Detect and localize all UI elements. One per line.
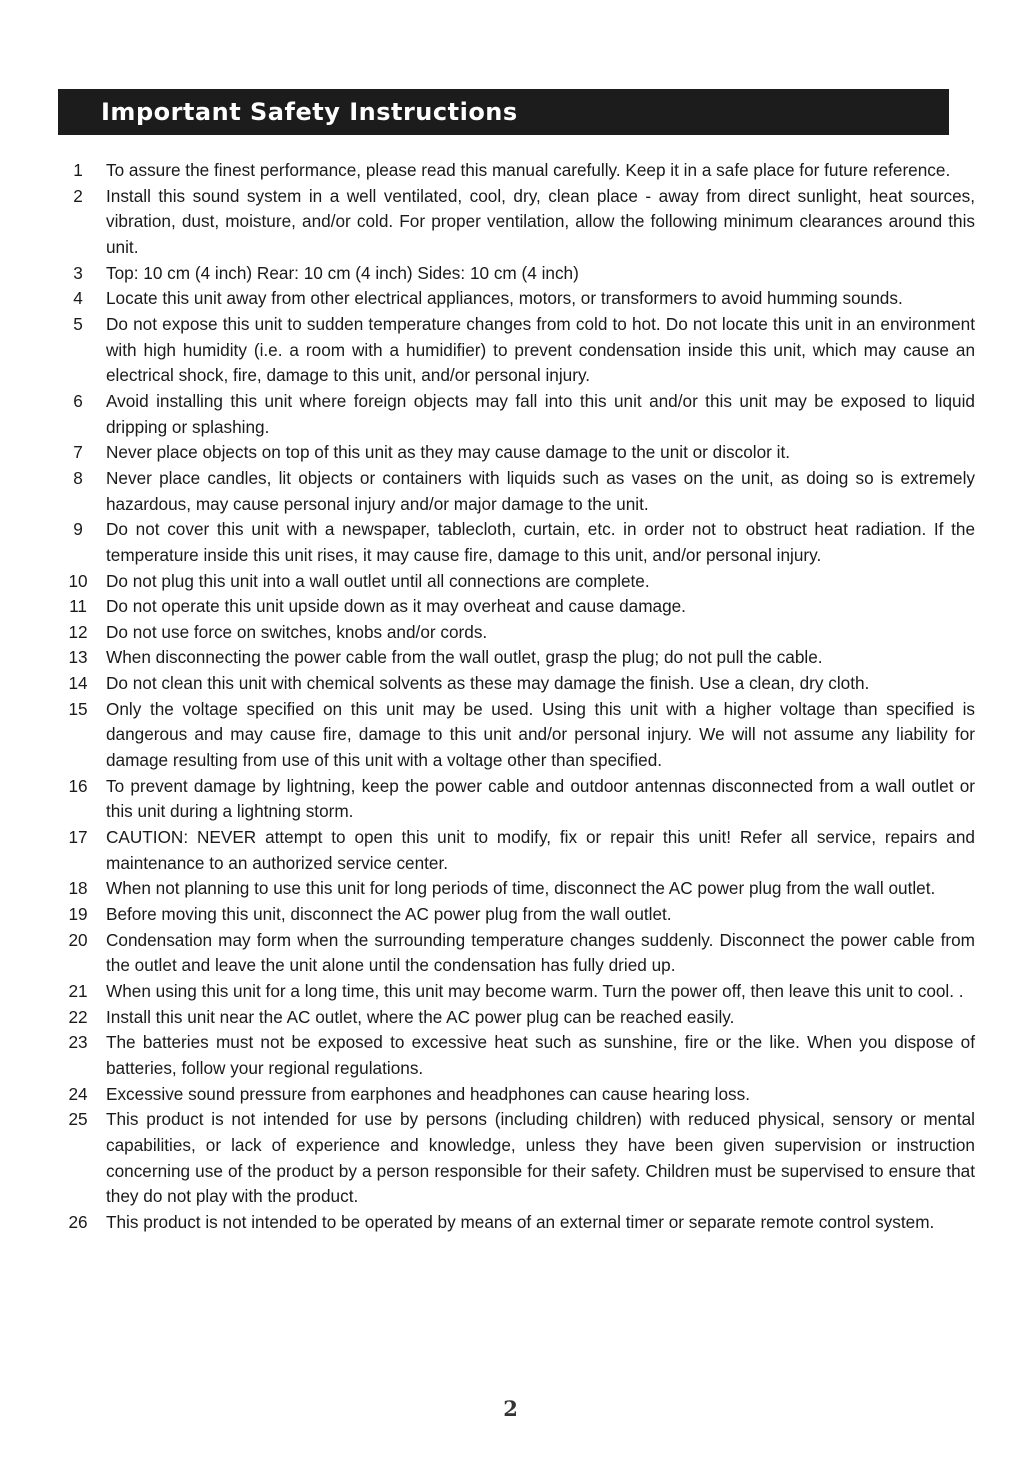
item-number: 9: [73, 519, 83, 540]
item-text: Do not expose this unit to sudden temperature changes from cold to hot. Do not locate this unit in an environment with high humidity (i.e. a room with a humidifier) to prevent condensation inside this unit, which may cause an electrical shock, fire, damage to this unit, and/or personal injury.: [106, 313, 975, 386]
item-text: Excessive sound pressure from earphones and headphones can cause hearing loss.: [106, 1083, 750, 1104]
list-item: [50, 286, 975, 312]
item-text: When disconnecting the power cable from the wall outlet, grasp the plug; do not pull the cable.: [106, 647, 823, 668]
item-number: 15: [68, 698, 88, 719]
item-text: To assure the finest performance, please read this manual carefully. Keep it in a safe place for future reference.: [106, 160, 951, 180]
list-item: [50, 440, 975, 466]
item-text: Do not use force on switches, knobs and/or cords.: [106, 621, 488, 642]
list-item: [50, 928, 975, 979]
item-number: 7: [73, 442, 83, 463]
item-text: Install this sound system in a well ventilated, cool, dry, clean place - away from direct sunlight, heat sources, vibration, dust, moisture, and/or cold. For proper ventilation, allow the following minimum clearances around this unit.: [106, 185, 975, 257]
list-item: [50, 466, 975, 517]
item-number: 3: [73, 262, 83, 283]
list-item: [50, 184, 975, 261]
list-item: [50, 517, 975, 568]
item-number: 24: [68, 1083, 88, 1104]
item-text: To prevent damage by lightning, keep the power cable and outdoor antennas disconnected from a wall outlet or this unit during a lightning storm.: [106, 775, 975, 822]
item-number: 21: [68, 981, 88, 1001]
item-text: Only the voltage specified on this unit may be used. Using this unit with a higher voltage than specified is dangerous and may cause fire, damage to this unit and/or personal injury. We will not assume any liability for damage resulting from use of this unit with a voltage other than specified.: [106, 698, 975, 771]
list-item: [50, 1107, 975, 1210]
item-text: This product is not intended to be operated by means of an external timer or separate remote control system.: [106, 1211, 935, 1232]
item-number: 22: [68, 1006, 88, 1027]
item-text: Locate this unit away from other electrical appliances, motors, or transformers to avoid humming sounds.: [106, 288, 903, 309]
item-text: Condensation may form when the surrounding temperature changes suddenly. Disconnect the power cable from the outlet and leave the unit alone until the condensation has fully dried up.: [106, 929, 975, 976]
item-text: Before moving this unit, disconnect the AC power plug from the wall outlet.: [106, 904, 672, 925]
item-number: 5: [73, 313, 83, 334]
item-number: 13: [68, 647, 88, 668]
list-item: [50, 825, 975, 876]
item-text: Do not cover this unit with a newspaper, tablecloth, curtain, etc. in order not to obstruct heat radiation. If the temperature inside this unit rises, it may cause fire, damage to this unit, and/or personal injury.: [106, 519, 975, 565]
list-item: [50, 594, 975, 620]
item-number: 26: [68, 1211, 88, 1232]
item-number: 17: [68, 827, 88, 848]
item-text: When not planning to use this unit for long periods of time, disconnect the AC power plug from the wall outlet.: [106, 878, 936, 899]
item-number: 23: [68, 1032, 88, 1053]
list-item: [50, 261, 975, 287]
list-item: [50, 697, 975, 774]
item-text: Do not operate this unit upside down as it may overheat and cause damage.: [106, 596, 686, 617]
list-item: [50, 312, 975, 389]
list-item: [50, 876, 975, 902]
page-number: 2: [503, 1396, 518, 1421]
item-text: Install this unit near the AC outlet, where the AC power plug can be reached easily.: [106, 1006, 735, 1027]
item-text: Never place candles, lit objects or containers with liquids such as vases on the unit, as doing so is extremely hazardous, may cause personal injury and/or major damage to the unit.: [106, 467, 975, 514]
item-number: 14: [68, 673, 88, 694]
list-item: [50, 620, 975, 646]
item-text: Do not plug this unit into a wall outlet until all connections are complete.: [106, 570, 650, 591]
item-number: 4: [73, 288, 83, 309]
page-title: Important Safety Instructions: [101, 98, 518, 126]
item-number: 8: [73, 467, 83, 488]
list-item: [50, 1005, 975, 1031]
item-number: 25: [68, 1109, 88, 1130]
item-text: Avoid installing this unit where foreign objects may fall into this unit and/or this unit may be exposed to liquid dripping or splashing.: [106, 390, 975, 437]
list-item: [50, 1030, 975, 1081]
list-item: [50, 389, 975, 440]
section-header-bar: [58, 89, 949, 135]
item-number: 16: [68, 775, 88, 796]
list-item: [50, 774, 975, 825]
list-item: [50, 569, 975, 595]
item-text: This product is not intended for use by persons (including children) with reduced physical, sensory or mental capabilities, or lack of experience and knowledge, unless they have been given supervision or instruction concerning use of the product by a person responsible for their safety. Children must be supervised to ensure that they do not play with the product.: [106, 1109, 975, 1207]
item-number: 6: [73, 390, 83, 411]
item-number: 12: [68, 621, 88, 642]
item-text: The batteries must not be exposed to excessive heat such as sunshine, fire or the like. When you dispose of batteries, follow your regional regulations.: [106, 1032, 975, 1078]
item-number: 2: [73, 185, 83, 206]
item-text: CAUTION: NEVER attempt to open this unit to modify, fix or repair this unit! Refer all service, repairs and maintenance to an authorized service center.: [106, 827, 975, 873]
list-item: [50, 645, 975, 671]
safety-instructions-list: [50, 158, 975, 1236]
list-item: [50, 158, 975, 184]
list-item: [50, 671, 975, 697]
item-text: Top: 10 cm (4 inch) Rear: 10 cm (4 inch) Sides: 10 cm (4 inch): [106, 262, 579, 283]
list-item: [50, 902, 975, 928]
list-item: [50, 979, 975, 1005]
item-number: 20: [68, 929, 88, 950]
item-number: 19: [68, 904, 88, 925]
list-item: [50, 1210, 975, 1236]
item-text: When using this unit for a long time, this unit may become warm. Turn the power off, then leave this unit to cool. .: [106, 981, 964, 1001]
item-number: 1: [73, 160, 83, 180]
item-number: 10: [68, 570, 88, 591]
list-item: [50, 1082, 975, 1108]
item-number: 18: [68, 878, 88, 899]
item-text: Do not clean this unit with chemical solvents as these may damage the finish. Use a clean, dry cloth.: [106, 673, 870, 694]
item-number: 11: [69, 596, 87, 617]
item-text: Never place objects on top of this unit as they may cause damage to the unit or discolor it.: [106, 442, 791, 463]
